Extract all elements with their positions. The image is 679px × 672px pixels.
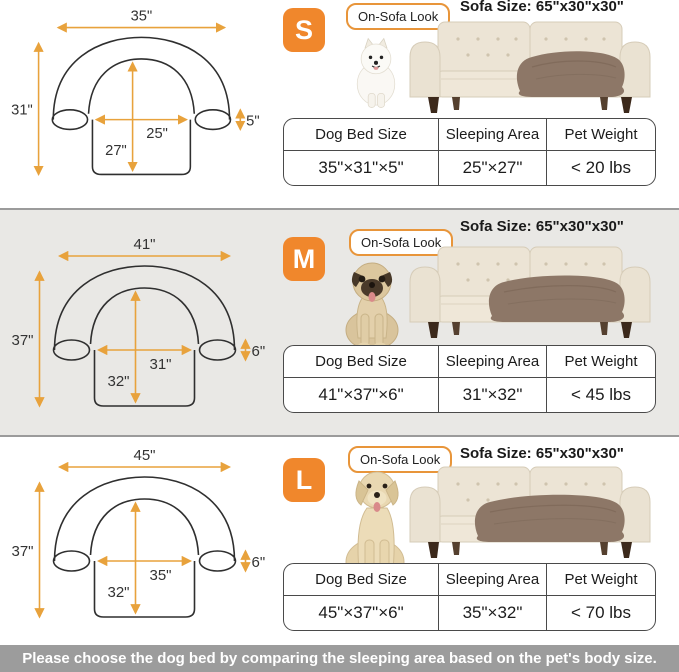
table-value-bed-size: 45"×37"×6" [284,596,439,630]
on-sofa-look-badge: On-Sofa Look [349,229,453,256]
section-size-s [0,0,679,208]
table-value-sleeping-area: 35"×32" [439,596,547,630]
table-header-pet-weight: Pet Weight [547,346,655,378]
size-table-s [283,118,656,186]
sofa-size-label: Sofa Size: 65"x30"x30" [460,0,624,15]
dim-bolster-thickness: 5" [246,113,260,130]
dim-outer-width: 35" [130,8,153,25]
dim-sleep-width: 31" [149,356,172,373]
dim-outer-width: 41" [133,236,156,253]
dim-outer-height: 31" [11,102,33,119]
dim-outer-width: 45" [133,447,156,464]
table-value-bed-size: 35"×31"×5" [284,151,439,185]
size-table-m [283,345,656,413]
pet-bed-cover [475,495,625,542]
sofa-with-bed-cover-image [408,460,652,560]
table-value-bed-size: 41"×37"×6" [284,378,439,412]
section-size-l [0,437,679,645]
dim-sleep-height: 32" [107,584,130,601]
dim-bolster-thickness: 6" [251,343,266,360]
table-header-sleeping-area: Sleeping Area [439,564,547,596]
on-sofa-look-badge: On-Sofa Look [348,446,452,473]
table-header-pet-weight: Pet Weight [547,119,655,151]
table-header-pet-weight: Pet Weight [547,564,655,596]
bed-dimension-diagram-m [6,236,274,428]
dim-sleep-height: 27" [105,142,127,159]
pet-bed-cover [489,275,625,322]
sofa-with-bed-cover-image [408,15,652,115]
table-value-sleeping-area: 31"×32" [439,378,547,412]
footer-note: Please choose the dog bed by comparing the sleeping area based on the pet's body size. [0,645,679,672]
section-size-m [0,208,679,437]
pomeranian-dog-image [340,37,412,109]
on-sofa-look-badge: On-Sofa Look [346,3,450,30]
size-badge-l: L [283,458,325,502]
size-badge-s: S [283,8,325,52]
table-header-bed-size: Dog Bed Size [284,346,439,378]
dim-outer-height: 37" [11,543,34,560]
dim-sleep-width: 25" [146,126,168,143]
table-header-sleeping-area: Sleeping Area [439,346,547,378]
size-table-l [283,563,656,631]
dim-sleep-height: 32" [107,373,130,390]
table-value-pet-weight: < 70 lbs [570,603,631,622]
bed-dimension-diagram-l [6,447,274,639]
pug-dog-image [334,256,410,352]
sofa-with-bed-cover-image [408,240,652,340]
sofa-size-label: Sofa Size: 65"x30"x30" [460,218,624,235]
sofa-leg [428,97,439,113]
table-header-bed-size: Dog Bed Size [284,119,439,151]
table-header-sleeping-area: Sleeping Area [439,119,547,151]
size-badge-m: M [283,237,325,281]
dim-sleep-width: 35" [149,567,172,584]
table-value-sleeping-area: 25"×27" [439,151,547,185]
table-value-pet-weight: < 45 lbs [570,385,631,404]
bed-dimension-diagram-s [6,8,268,196]
table-header-bed-size: Dog Bed Size [284,564,439,596]
table-value-pet-weight: < 20 lbs [570,158,631,177]
dim-bolster-thickness: 6" [251,554,266,571]
dim-outer-height: 37" [11,332,34,349]
sofa-size-label: Sofa Size: 65"x30"x30" [460,445,624,462]
